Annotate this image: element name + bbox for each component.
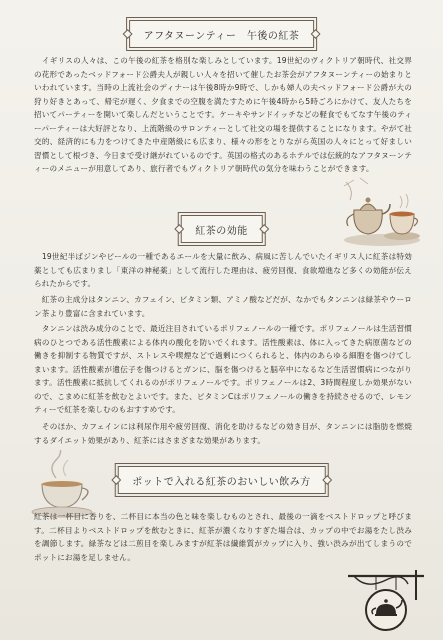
section-heading-afternoon-tea: アフタヌーンティー 午後の紅茶 (129, 20, 315, 48)
afternoon-tea-text: イギリスの人々は、この午後の紅茶を格別な楽しみとしています。19世紀のヴィクトリア朝時代、社交界の花形であったベッドフォード公爵夫人が親しい人々を招いて催したお茶会がアフタヌーンティーの始まりといわれています。当時の上流社会のディナーは午後8時か9時で、しかも婦人の夫ベッドフォード公爵が大の狩り好きとあって、帰宅が遅く、夕食までの空腹を満たすために午後4時から5時ごろにかけて、友人たちを招いてパーティーを開いて楽しんだということです。ケーキやサンドイッチなどの軽食でもてなす午後のティーパーティーは大好評となり、上流階級のサロンティーとして社交の場を提供することになります。やがて社交的、経済的にも力をつけてきた中産階級にも広まり、様々の形をとりながら英国の人々にとって好ましい習慣として根づき、今日まで受け継がれているのです。英国の格式のあるホテルでは伝統的なアフタヌーンティーのメニューが用意してあり、旅行者でもヴィクトリア朝時代の気分を味わうことができます。 (34, 56, 412, 173)
pot-tea-text: 紅茶は一杯目に香りを、二杯目に本当の色と味を楽しむものとされ、最後の一滴をベストドロップと呼びます。二杯目よりベストドロップを飲むときに、紅茶が濃くなりすぎた場合は、カップの中でお湯をたし渋みを調節します。緑茶などは二煎目を楽しみますが紅茶は繊維質がカップに入り、強い渋みが出てしまうのでポットにお湯を足しません。 (34, 512, 412, 562)
benefits-paragraph-2: 紅茶の主成分はタンニン、カフェイン、ビタミン類、アミノ酸などだが、なかでもタンニンは緑茶やウーロン茶より豊富に含まれています。 (34, 295, 412, 318)
benefits-paragraph-1: 19世紀半ばジンやビールの一種であるエールを大量に飲み、病風に苦しんでいたイギリス人に紅茶は特効薬としても広まりまし「東洋の神秘薬」として流行した理由は、疲労回復、食欲増進など多くの効能が伝えられたからです。 (34, 252, 412, 288)
hanging-teapot-sign-icon (346, 566, 426, 640)
benefits-paragraph-3: タンニンは渋み成分のことで、最近注目されているポリフェノールの一種です。ポリフェノールは生活習慣病のひとつである活性酸素による体内の酸化を防いでくれます。活性酸素は、体に入ってきた病原菌などの働きを抑制する物質ですが、ストレスや喫煙などで過剰につくられると、体内のあらゆる細胞を傷つけてしまいます。活性酸素が遺伝子を傷つけるとガンに、脳を傷つけると脳卒中になるなど生活習慣病につながります。活性酸素に抵抗してくれるのがポリフェノールです。ポリフェノールは2、3時間程度しか効果がないので、こまめに紅茶を飲むとよいです。また、ビタミンCはポリフェノールの働きを持続させるので、レモンティーで紅茶を楽しむのもおすすめです。 (34, 324, 412, 414)
benefits-paragraph-4: そのほか、カフェインには利尿作用や疲労回復、消化を助けるなどの効き目が、タンニンには脂肪を燃焼するダイエット効果があり、紅茶にはさまざまな効果があります。 (34, 422, 412, 445)
teacup-teapot-icon (340, 174, 424, 250)
section-heading-pot-tea: ポットで入れる紅茶のおいしい飲み方 (117, 466, 326, 494)
section-heading-benefits: 紅茶の効能 (180, 215, 263, 243)
